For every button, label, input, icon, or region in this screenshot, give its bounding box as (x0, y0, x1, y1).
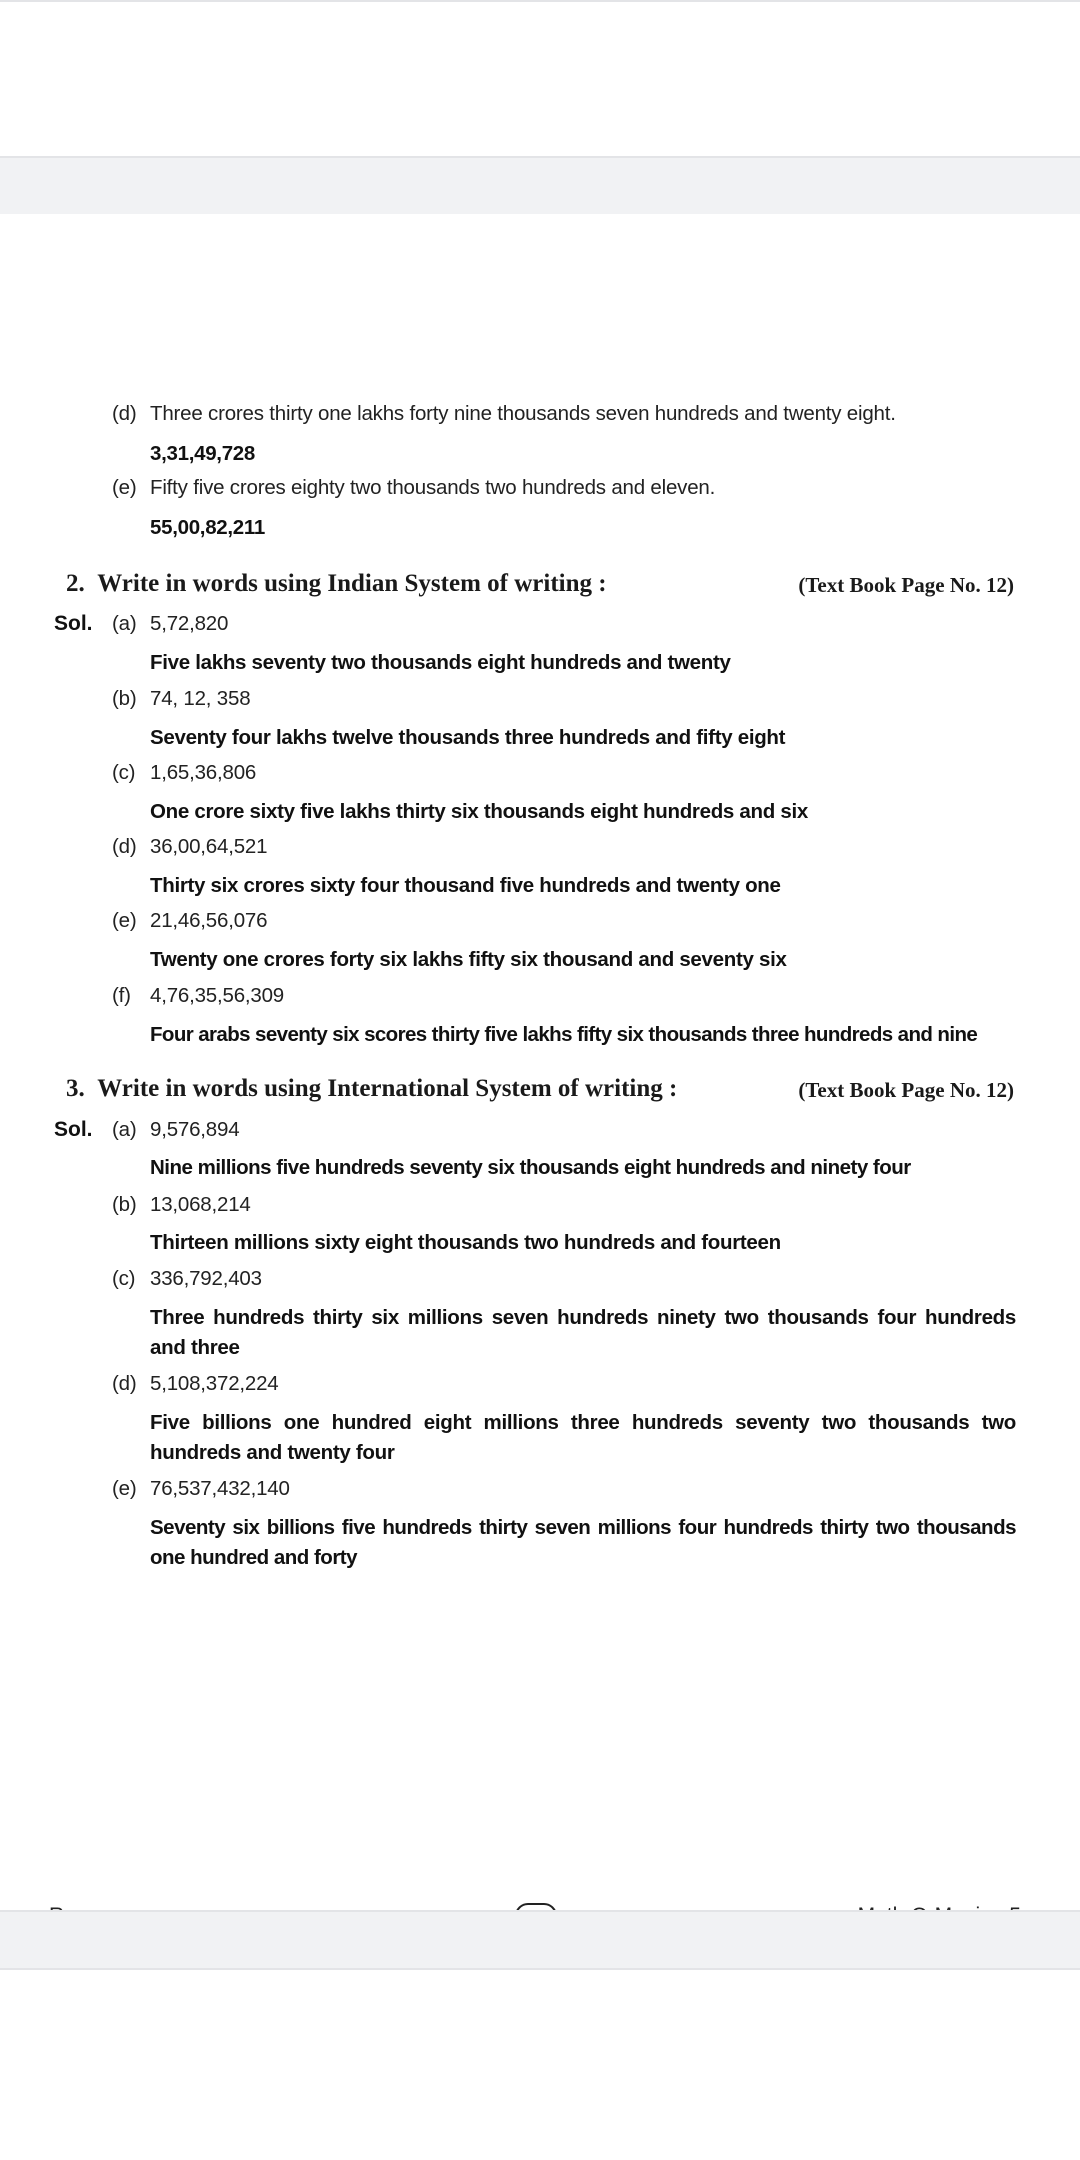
item-text: Three crores thirty one lakhs forty nine thousands seven hundreds and twenty eight. (150, 402, 896, 425)
q2-answer-e: Twenty one crores forty six lakhs fifty six thousand and seventy six (150, 948, 787, 971)
q3-item-b (112, 1193, 251, 1217)
q2-answer-c: One crore sixty five lakhs thirty six thousands eight hundreds and six (150, 800, 808, 823)
q3-item-a (112, 1118, 239, 1142)
q2-item-d (112, 835, 267, 859)
q2-answer-a: Five lakhs seventy two thousands eight hundreds and twenty (150, 651, 731, 674)
item-number: 1,65,36,806 (150, 761, 257, 784)
prev-item-d (112, 402, 896, 426)
prev-answer-d: 3,31,49,728 (150, 442, 255, 465)
item-number: 74, 12, 358 (150, 687, 251, 710)
q3-item-d (112, 1372, 279, 1396)
viewer-top-divider (0, 0, 1080, 2)
item-number: 76,537,432,140 (150, 1477, 290, 1500)
item-number: 21,46,56,076 (150, 909, 268, 932)
solution-label: Sol. (54, 612, 93, 635)
item-label: (d) (112, 1372, 137, 1395)
item-text: Fifty five crores eighty two thousands two hundreds and eleven. (150, 476, 716, 499)
q2-answer-f: Four arabs seventy six scores thirty five lakhs fifty six thousands three hundreds and nine (150, 1023, 978, 1046)
question-2-heading (66, 570, 1014, 598)
item-label: (e) (112, 1477, 137, 1500)
item-label: (b) (112, 1193, 137, 1216)
q2-answer-b: Seventy four lakhs twelve thousands three hundreds and fifty eight (150, 726, 786, 749)
q3-item-e (112, 1477, 290, 1501)
item-number: 4,76,35,56,309 (150, 984, 284, 1007)
item-label: (b) (112, 687, 137, 710)
q3-answer-d: Five billions one hundred eight millions three hundreds seventy two thousands two hundreds and twenty four (150, 1411, 1016, 1464)
document-page[interactable] (0, 214, 1080, 1908)
item-label: (d) (112, 402, 137, 425)
item-label: (a) (112, 1118, 137, 1141)
question-number: 3. (66, 1075, 85, 1102)
item-label: (d) (112, 835, 137, 858)
item-number: 5,108,372,224 (150, 1372, 279, 1395)
textbook-reference: (Text Book Page No. 12) (798, 573, 1014, 597)
prev-answer-e: 55,00,82,211 (150, 516, 265, 539)
item-label: (c) (112, 1267, 136, 1290)
q3-item-c (112, 1267, 262, 1291)
question-title: Write in words using Indian System of writing : (97, 570, 607, 597)
item-label: (c) (112, 761, 136, 784)
item-label: (e) (112, 909, 137, 932)
page-gap-top (0, 156, 1080, 216)
item-label: (a) (112, 612, 137, 635)
item-number: 13,068,214 (150, 1193, 251, 1216)
question-number: 2. (66, 570, 85, 597)
q3-answer-a: Nine millions five hundreds seventy six thousands eight hundreds and ninety four (150, 1156, 911, 1179)
item-label: (f) (112, 984, 131, 1007)
q3-answer-e: Seventy six billions five hundreds thirty seven millions four hundreds thirty two thousands one hundred and forty (150, 1516, 1016, 1569)
item-number: 336,792,403 (150, 1267, 262, 1290)
page-gap-bottom (0, 1910, 1080, 1970)
question-title: Write in words using International System of writing : (97, 1075, 678, 1102)
item-label: (e) (112, 476, 137, 499)
textbook-reference: (Text Book Page No. 12) (798, 1078, 1014, 1102)
q2-item-e (112, 909, 267, 933)
prev-item-e (112, 476, 715, 500)
q2-item-f (112, 984, 284, 1008)
q2-item-b (112, 687, 250, 711)
solution-label: Sol. (54, 1118, 93, 1141)
q2-item-a (112, 612, 228, 636)
question-3-heading (66, 1075, 1014, 1103)
q2-answer-d: Thirty six crores sixty four thousand five hundreds and twenty one (150, 874, 781, 897)
q3-answer-b: Thirteen millions sixty eight thousands two hundreds and fourteen (150, 1231, 781, 1254)
item-number: 5,72,820 (150, 612, 229, 635)
item-number: 9,576,894 (150, 1118, 240, 1141)
q2-item-c (112, 761, 256, 785)
q3-answer-c: Three hundreds thirty six millions seven hundreds ninety two thousands four hundreds and three (150, 1306, 1016, 1359)
item-number: 36,00,64,521 (150, 835, 268, 858)
